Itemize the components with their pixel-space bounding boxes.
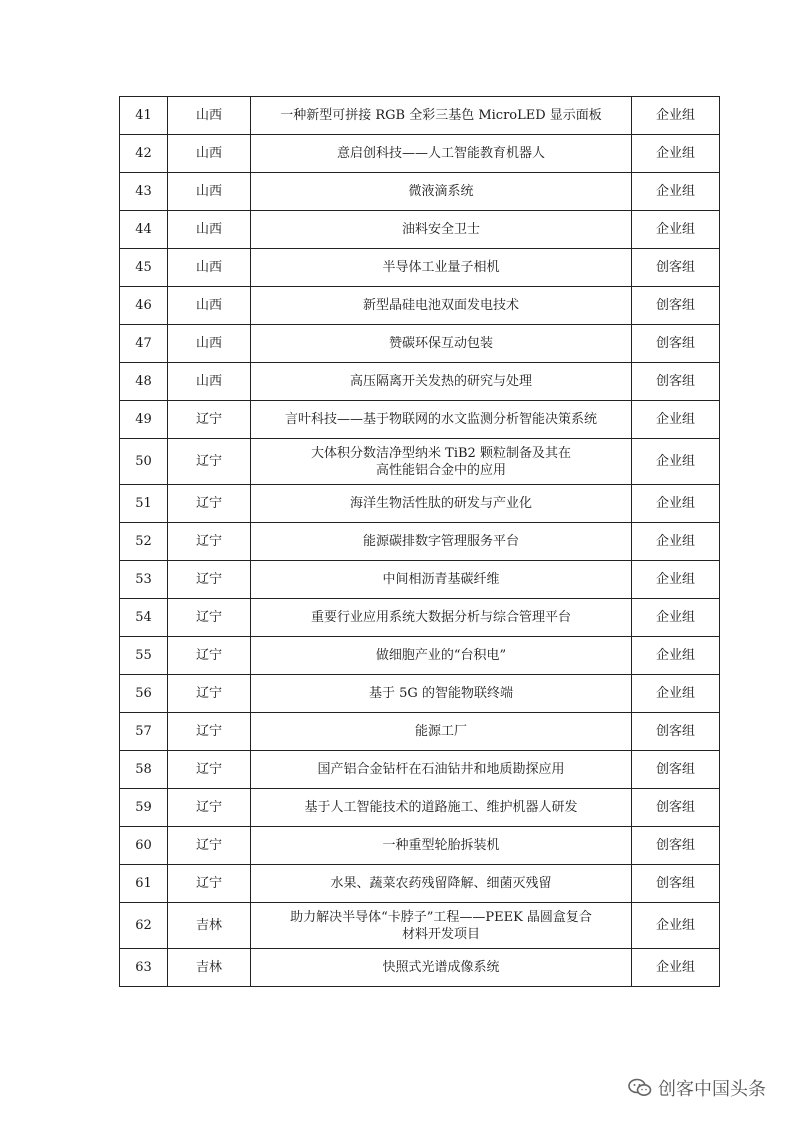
table-row — [120, 637, 720, 675]
row-number: 44 — [120, 211, 168, 249]
row-group: 创客组 — [632, 789, 720, 827]
row-group: 企业组 — [632, 599, 720, 637]
row-province: 山西 — [168, 173, 251, 211]
row-group: 企业组 — [632, 135, 720, 173]
table-row — [120, 751, 720, 789]
table-row — [120, 211, 720, 249]
row-province: 辽宁 — [168, 561, 251, 599]
table-row — [120, 325, 720, 363]
row-project-name: 助力解决半导体“卡脖子”工程——PEEK 晶圆盒复合 材料开发项目 — [251, 903, 632, 949]
row-group: 创客组 — [632, 827, 720, 865]
row-number: 63 — [120, 949, 168, 987]
table-row — [120, 789, 720, 827]
row-group: 创客组 — [632, 363, 720, 401]
row-group: 企业组 — [632, 485, 720, 523]
row-project-name: 微液滴系统 — [251, 173, 632, 211]
row-project-name: 油料安全卫士 — [251, 211, 632, 249]
row-number: 46 — [120, 287, 168, 325]
row-project-name: 基于 5G 的智能物联终端 — [251, 675, 632, 713]
row-project-name: 能源工厂 — [251, 713, 632, 751]
project-table — [119, 96, 720, 987]
row-province: 辽宁 — [168, 789, 251, 827]
row-group: 创客组 — [632, 751, 720, 789]
table-row — [120, 401, 720, 439]
row-project-name: 快照式光谱成像系统 — [251, 949, 632, 987]
row-group: 创客组 — [632, 287, 720, 325]
row-project-name: 大体积分数洁净型纳米 TiB2 颗粒制备及其在 高性能铝合金中的应用 — [251, 439, 632, 485]
row-group: 企业组 — [632, 211, 720, 249]
table-row — [120, 713, 720, 751]
row-project-name: 能源碳排数字管理服务平台 — [251, 523, 632, 561]
table-row — [120, 97, 720, 135]
row-province: 吉林 — [168, 903, 251, 949]
row-project-name: 水果、蔬菜农药残留降解、细菌灭残留 — [251, 865, 632, 903]
row-group: 企业组 — [632, 903, 720, 949]
table-row — [120, 827, 720, 865]
row-province: 辽宁 — [168, 675, 251, 713]
project-table-container — [119, 96, 719, 987]
row-number: 51 — [120, 485, 168, 523]
table-row — [120, 485, 720, 523]
row-number: 52 — [120, 523, 168, 561]
row-group: 创客组 — [632, 713, 720, 751]
row-province: 辽宁 — [168, 523, 251, 561]
table-row — [120, 675, 720, 713]
row-project-name: 中间相沥青基碳纤维 — [251, 561, 632, 599]
row-group: 创客组 — [632, 865, 720, 903]
row-group: 企业组 — [632, 97, 720, 135]
row-province: 辽宁 — [168, 485, 251, 523]
row-province: 山西 — [168, 211, 251, 249]
row-group: 企业组 — [632, 561, 720, 599]
row-project-name: 新型晶硅电池双面发电技术 — [251, 287, 632, 325]
row-number: 49 — [120, 401, 168, 439]
row-number: 42 — [120, 135, 168, 173]
table-row — [120, 287, 720, 325]
row-group: 企业组 — [632, 637, 720, 675]
table-row — [120, 599, 720, 637]
row-province: 山西 — [168, 287, 251, 325]
row-number: 57 — [120, 713, 168, 751]
project-table-body — [120, 97, 720, 987]
row-number: 43 — [120, 173, 168, 211]
row-number: 59 — [120, 789, 168, 827]
row-project-name: 重要行业应用系统大数据分析与综合管理平台 — [251, 599, 632, 637]
row-group: 企业组 — [632, 401, 720, 439]
table-row — [120, 249, 720, 287]
row-group: 企业组 — [632, 439, 720, 485]
table-row — [120, 135, 720, 173]
table-row — [120, 439, 720, 485]
row-province: 辽宁 — [168, 865, 251, 903]
row-group: 企业组 — [632, 949, 720, 987]
table-row — [120, 173, 720, 211]
row-number: 53 — [120, 561, 168, 599]
row-number: 47 — [120, 325, 168, 363]
row-project-name: 言叶科技——基于物联网的水文监测分析智能决策系统 — [251, 401, 632, 439]
row-number: 48 — [120, 363, 168, 401]
row-number: 55 — [120, 637, 168, 675]
row-project-name: 一种新型可拼接 RGB 全彩三基色 MicroLED 显示面板 — [251, 97, 632, 135]
row-project-name: 高压隔离开关发热的研究与处理 — [251, 363, 632, 401]
row-province: 辽宁 — [168, 599, 251, 637]
row-project-name: 基于人工智能技术的道路施工、维护机器人研发 — [251, 789, 632, 827]
row-group: 企业组 — [632, 173, 720, 211]
row-province: 山西 — [168, 135, 251, 173]
row-province: 辽宁 — [168, 751, 251, 789]
row-province: 山西 — [168, 249, 251, 287]
watermark-text: 创客中国头条 — [658, 1079, 766, 1100]
row-province: 辽宁 — [168, 401, 251, 439]
row-number: 54 — [120, 599, 168, 637]
row-project-name: 国产铝合金钻杆在石油钻井和地质勘探应用 — [251, 751, 632, 789]
row-group: 创客组 — [632, 249, 720, 287]
row-group: 创客组 — [632, 325, 720, 363]
row-province: 山西 — [168, 97, 251, 135]
row-number: 56 — [120, 675, 168, 713]
row-project-name: 赞碳环保互动包装 — [251, 325, 632, 363]
row-province: 吉林 — [168, 949, 251, 987]
row-number: 58 — [120, 751, 168, 789]
wechat-icon — [628, 1078, 652, 1098]
row-group: 企业组 — [632, 675, 720, 713]
row-province: 辽宁 — [168, 827, 251, 865]
row-project-name: 做细胞产业的“台积电” — [251, 637, 632, 675]
table-row — [120, 865, 720, 903]
watermark — [628, 1075, 766, 1101]
row-province: 辽宁 — [168, 637, 251, 675]
row-project-name: 意启创科技——人工智能教育机器人 — [251, 135, 632, 173]
row-number: 45 — [120, 249, 168, 287]
row-project-name: 半导体工业量子相机 — [251, 249, 632, 287]
row-project-name: 一种重型轮胎拆装机 — [251, 827, 632, 865]
table-row — [120, 363, 720, 401]
row-province: 辽宁 — [168, 439, 251, 485]
table-row — [120, 949, 720, 987]
table-row — [120, 903, 720, 949]
row-number: 50 — [120, 439, 168, 485]
row-province: 辽宁 — [168, 713, 251, 751]
row-province: 山西 — [168, 325, 251, 363]
row-number: 60 — [120, 827, 168, 865]
row-number: 62 — [120, 903, 168, 949]
row-group: 企业组 — [632, 523, 720, 561]
row-number: 41 — [120, 97, 168, 135]
row-number: 61 — [120, 865, 168, 903]
row-province: 山西 — [168, 363, 251, 401]
table-row — [120, 523, 720, 561]
row-project-name: 海洋生物活性肽的研发与产业化 — [251, 485, 632, 523]
table-row — [120, 561, 720, 599]
